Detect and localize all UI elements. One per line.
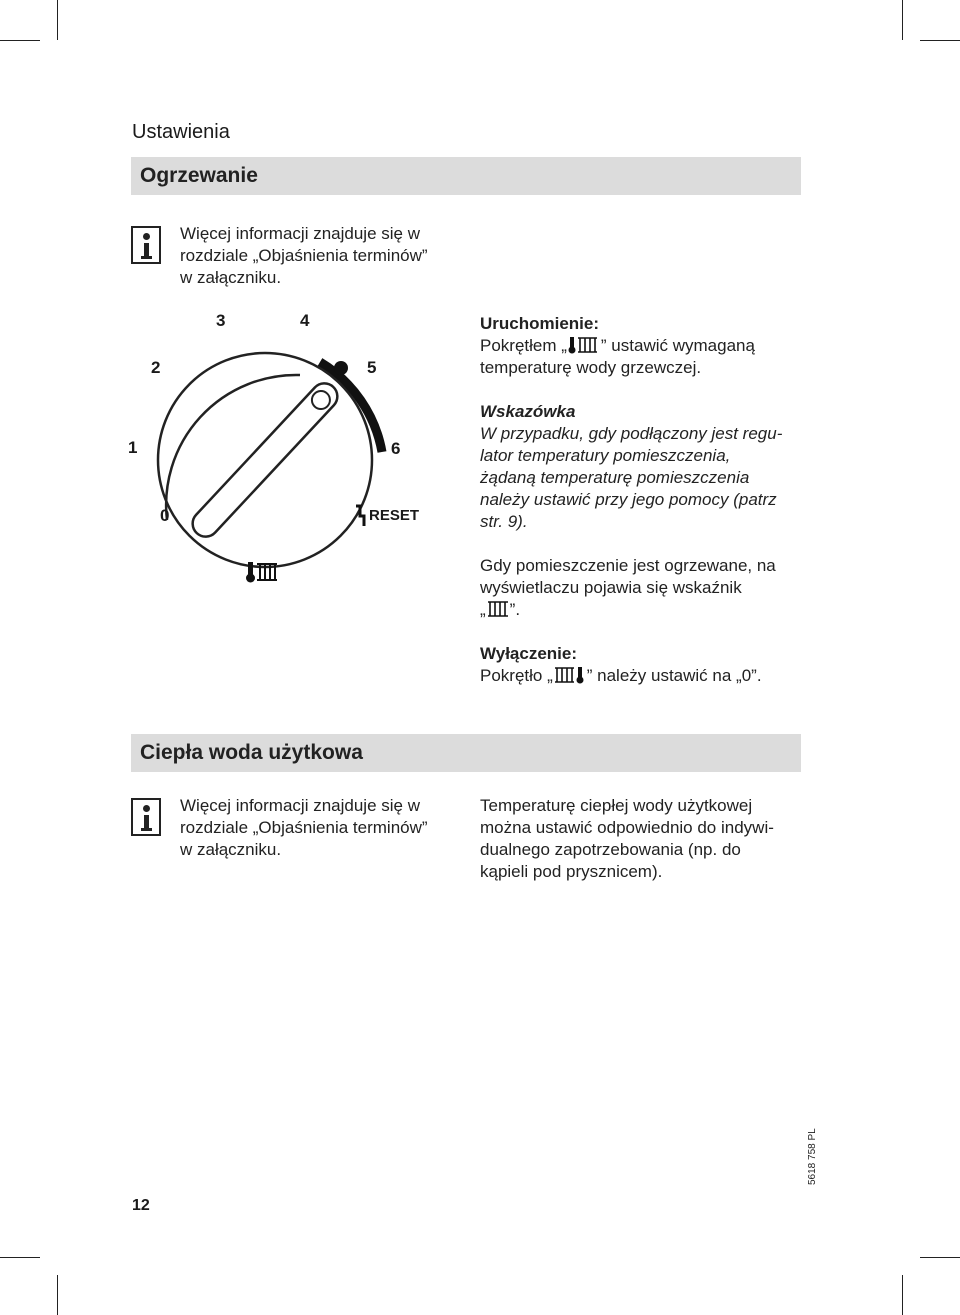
crop-mark-tr-v [902, 0, 903, 40]
thermometer-radiator-icon [568, 336, 600, 354]
dial-label-3: 3 [216, 311, 226, 330]
heating-instructions: Uruchomienie: Pokrętłem „ ” ustawić wymaganą temperaturę wody grzewczej. Wskazówka W przypadku, gdy podłączony jest regu- lator temperatury pomieszczenia, żądaną temperaturę pomieszczenia należy ustawić przy jego pomocy (patrz str. 9). Gdy pomieszczenie jest ogrzewane, na wyświetlaczu pojawia się wskaźnik „ ”. Wyłączenie: Pokrętło „ ” należy ustawić na „0”. [480, 313, 810, 687]
hotwater-section-bar [131, 734, 801, 772]
radiator-thermometer-icon [554, 666, 586, 684]
document-code: 5618 758 PL [807, 1128, 818, 1185]
heating-info-text: Więcej informacji znajduje się w rozdziale „Objaśnienia terminów” w załączniku. [180, 224, 428, 287]
heating-section-title: Ogrzewanie [140, 164, 258, 187]
hotwater-text: Temperaturę ciepłej wody użytkowej można ustawić odpowiednio do indywi- dualnego zapotrzebowania (np. do kąpieli pod prysznicem). [480, 796, 774, 881]
dial-label-reset: RESET [369, 507, 420, 524]
crop-mark-bl-h [0, 1257, 40, 1258]
crop-mark-tl-v [57, 0, 58, 40]
dial-label-1: 1 [128, 438, 138, 457]
heating-section-bar [131, 157, 801, 195]
info-icon [131, 226, 161, 264]
heating-indicator-text: Gdy pomieszczenie jest ogrzewane, na wyświetlaczu pojawia się wskaźnik „ ”. [480, 556, 776, 619]
crop-mark-br-v [902, 1275, 903, 1315]
radiator-icon [487, 600, 509, 618]
hotwater-info-text: Więcej informacji znajduje się w rozdziale „Objaśnienia terminów” w załączniku. [180, 796, 428, 859]
info-icon [131, 798, 161, 836]
dial-label-0: 0 [160, 506, 170, 525]
off-line: Pokrętło „ ” należy ustawić na „0”. [480, 666, 762, 685]
dial-label-5: 5 [367, 358, 377, 377]
start-label: Uruchomienie: [480, 314, 600, 333]
dial-label-2: 2 [151, 358, 161, 377]
page-section-title: Ustawienia [132, 121, 230, 143]
hotwater-section-title: Ciepła woda użytkowa [140, 741, 363, 764]
crop-mark-tr-h [920, 40, 960, 41]
start-line-1: Pokrętłem „ ” ustawić wymaganą [480, 336, 755, 355]
crop-mark-tl-h [0, 40, 40, 41]
crop-mark-br-h [920, 1257, 960, 1258]
dial-label-6: 6 [391, 439, 401, 458]
crop-mark-bl-v [57, 1275, 58, 1315]
page-number: 12 [132, 1197, 150, 1214]
dial-label-4: 4 [300, 311, 310, 330]
hint-text: W przypadku, gdy podłączony jest regu- lator temperatury pomieszczenia, żądaną temperaturę pomieszczenia należy ustawić przy jego pomocy (patrz str. 9). [480, 424, 783, 531]
hint-label: Wskazówka [480, 402, 576, 421]
off-label: Wyłączenie: [480, 644, 578, 663]
